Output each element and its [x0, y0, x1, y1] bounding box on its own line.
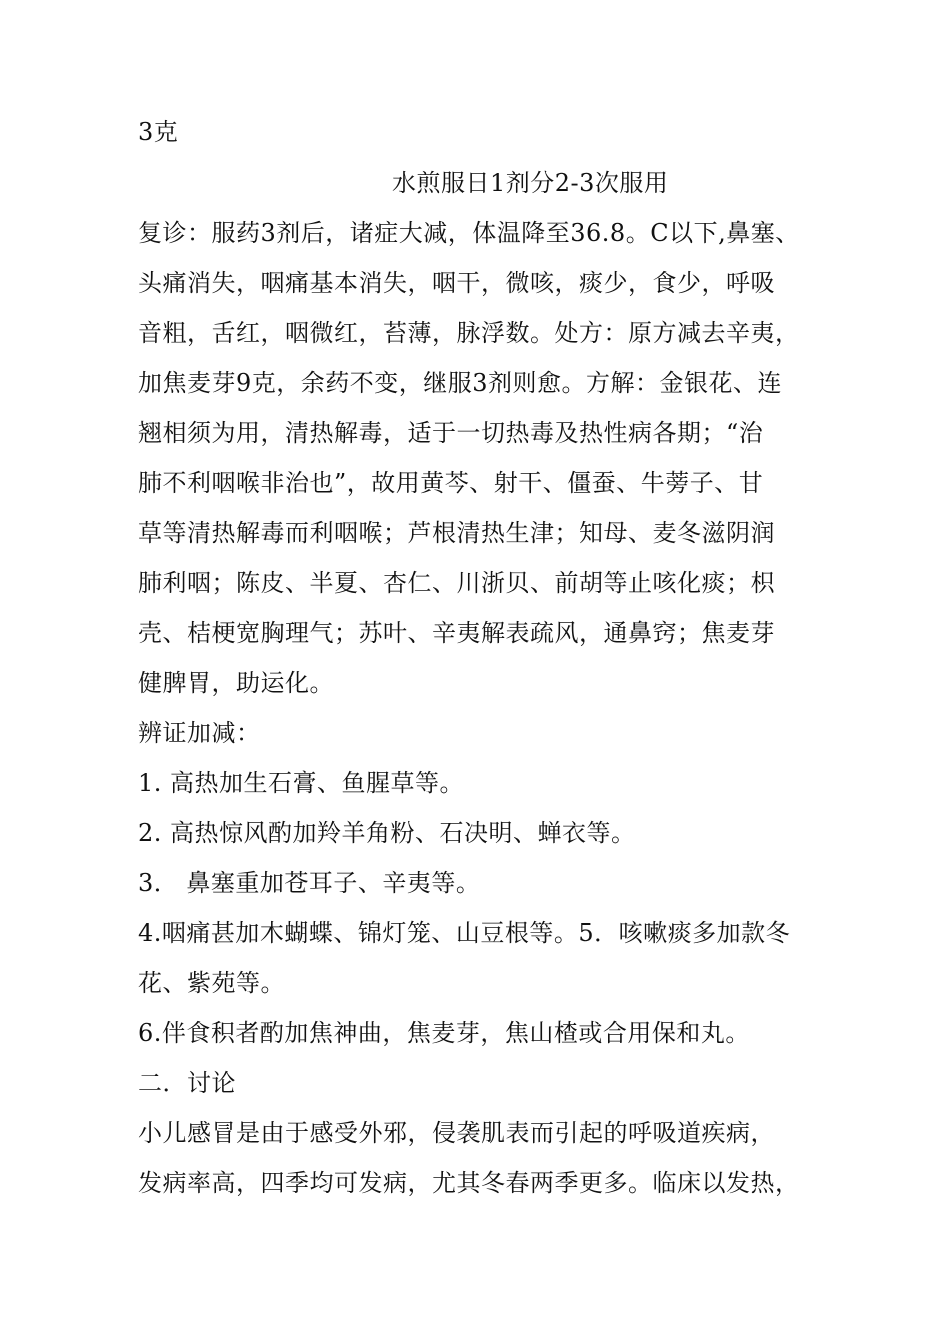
list-item: 6.伴食积者酌加焦神曲，焦麦芽，焦山楂或合用保和丸。 [138, 1019, 750, 1047]
paragraph-line: 翘相须为用，清热解毒，适于一切热毒及热性病各期；“治 [138, 419, 764, 447]
administration-line: 水煎服日1剂分2-3次服用 [392, 169, 669, 197]
list-item: 1. 高热加生石膏、鱼腥草等。 [138, 769, 465, 797]
paragraph-line: 复诊：服药3剂后，诸症大减，体温降至36.8。C以下,鼻塞、 [138, 219, 800, 247]
section-heading: 二．讨论 [138, 1069, 236, 1097]
paragraph-line: 肺利咽；陈皮、半夏、杏仁、川浙贝、前胡等止咳化痰；枳 [138, 569, 775, 597]
paragraph-line: 音粗，舌红，咽微红，苔薄，脉浮数。处方：原方减去辛夷， [138, 319, 800, 347]
paragraph-line: 健脾胃，助运化。 [138, 669, 334, 697]
dosage-line: 3克 [138, 118, 179, 146]
paragraph-line: 壳、桔梗宽胸理气；苏叶、辛夷解表疏风，通鼻窍；焦麦芽 [138, 619, 775, 647]
list-item: 2. 高热惊风酌加羚羊角粉、石决明、蝉衣等。 [138, 819, 636, 847]
paragraph-line: 加焦麦芽9克，余药不变，继服3剂则愈。方解：金银花、连 [138, 369, 783, 397]
list-item-continuation: 花、紫苑等。 [138, 969, 285, 997]
paragraph-line: 肺不利咽喉非治也”，故用黄芩、射干、僵蚕、牛蒡子、甘 [138, 469, 764, 497]
paragraph-line: 草等清热解毒而利咽喉；芦根清热生津；知母、麦冬滋阴润 [138, 519, 775, 547]
paragraph-line: 头痛消失，咽痛基本消失，咽干，微咳，痰少，食少，呼吸 [138, 269, 775, 297]
section-heading: 辨证加减： [138, 719, 261, 747]
paragraph-line: 小儿感冒是由于感受外邪，侵袭肌表而引起的呼吸道疾病， [138, 1119, 775, 1147]
list-item: 3． 鼻塞重加苍耳子、辛夷等。 [138, 869, 481, 897]
paragraph-line: 发病率高，四季均可发病，尤其冬春两季更多。临床以发热， [138, 1169, 800, 1197]
list-item: 4.咽痛甚加木蝴蝶、锦灯笼、山豆根等。5．咳嗽痰多加款冬 [138, 919, 791, 947]
